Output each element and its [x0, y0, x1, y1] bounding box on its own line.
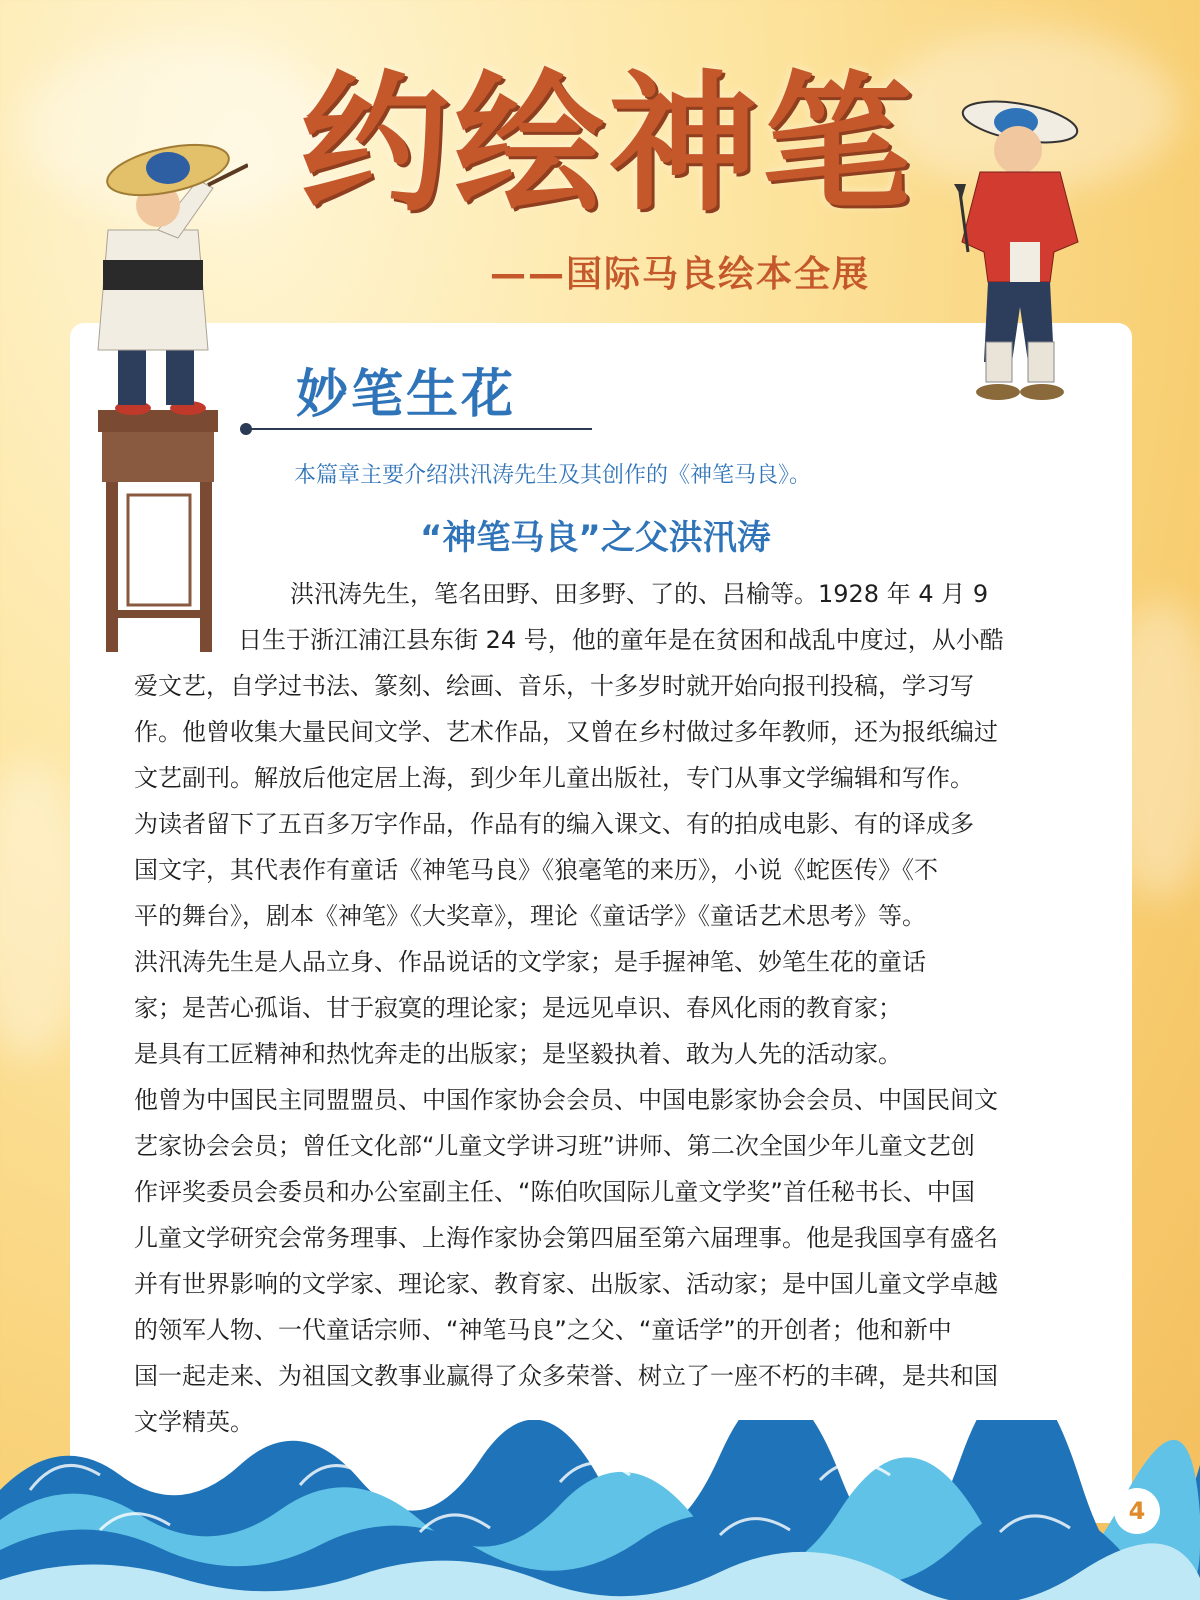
article-line: 国文字，其代表作有童话《神笔马良》《狼毫笔的来历》，小说《蛇医传》《不	[134, 856, 938, 884]
article-line: 国一起走来、为祖国文教事业赢得了众多荣誉、树立了一座不朽的丰碑，是共和国	[134, 1362, 998, 1390]
wave-border-decoration	[0, 1420, 1200, 1600]
article-line: 文艺副刊。解放后他定居上海，到少年儿童出版社，专门从事文学编辑和写作。	[134, 764, 974, 792]
article-line: 作评奖委员会委员和办公室副主任、“陈伯吹国际儿童文学奖”首任秘书长、中国	[134, 1178, 975, 1206]
article-line: 艺家协会会员；曾任文化部“儿童文学讲习班”讲师、第二次全国少年儿童文艺创	[134, 1132, 975, 1160]
article-line: 洪汛涛先生是人品立身、作品说话的文学家；是手握神笔、妙笔生花的童话	[134, 948, 926, 976]
heading-rule	[246, 428, 592, 430]
page-title: 约绘神笔	[300, 58, 917, 232]
article-line: 平的舞台》，剧本《神笔》《大奖章》，理论《童话学》《童话艺术思考》等。	[134, 902, 926, 930]
article-line: 他曾为中国民主同盟盟员、中国作家协会会员、中国电影家协会会员、中国民间文	[134, 1086, 998, 1114]
article-line: 为读者留下了五百多万字作品，作品有的编入课文、有的拍成电影、有的译成多	[134, 810, 974, 838]
article-line: 儿童文学研究会常务理事、上海作家协会第四届至第六届理事。他是我国享有盛名	[134, 1224, 998, 1252]
article-line: 家；是苦心孤诣、甘于寂寞的理论家；是远见卓识、春风化雨的教育家；	[134, 994, 902, 1022]
section-heading: 妙笔生花	[296, 365, 517, 425]
article-line: 作。他曾收集大量民间文学、艺术作品，又曾在乡村做过多年教师，还为报纸编过	[134, 718, 998, 746]
article-title: “神笔马良”之父洪汛涛	[420, 518, 771, 558]
article-line: 洪汛涛先生，笔名田野、田多野、了的、吕榆等。1928 年 4 月 9	[290, 580, 989, 608]
section-intro: 本篇章主要介绍洪汛涛先生及其创作的《神笔马良》。	[294, 463, 812, 488]
article-line: 的领军人物、一代童话宗师、“神笔马良”之父、“童话学”的开创者；他和新中	[134, 1316, 952, 1344]
article-line: 文学精英。	[134, 1408, 254, 1436]
article-line: 并有世界影响的文学家、理论家、教育家、出版家、活动家；是中国儿童文学卓越	[134, 1270, 998, 1298]
boy-painting-illustration	[88, 110, 248, 660]
article-line: 爱文艺，自学过书法、篆刻、绘画、音乐，十多岁时就开始向报刊投稿，学习写	[134, 672, 974, 700]
article-line: 是具有工匠精神和热忱奔走的出版家；是坚毅执着、敢为人先的活动家。	[134, 1040, 902, 1068]
page-number: 4	[1114, 1488, 1160, 1534]
page-subtitle: ——国际马良绘本全展	[490, 254, 871, 295]
article-line: 日生于浙江浦江县东街 24 号，他的童年是在贫困和战乱中度过，从小酷	[238, 626, 1004, 654]
boy-holding-brush-illustration	[950, 92, 1130, 422]
